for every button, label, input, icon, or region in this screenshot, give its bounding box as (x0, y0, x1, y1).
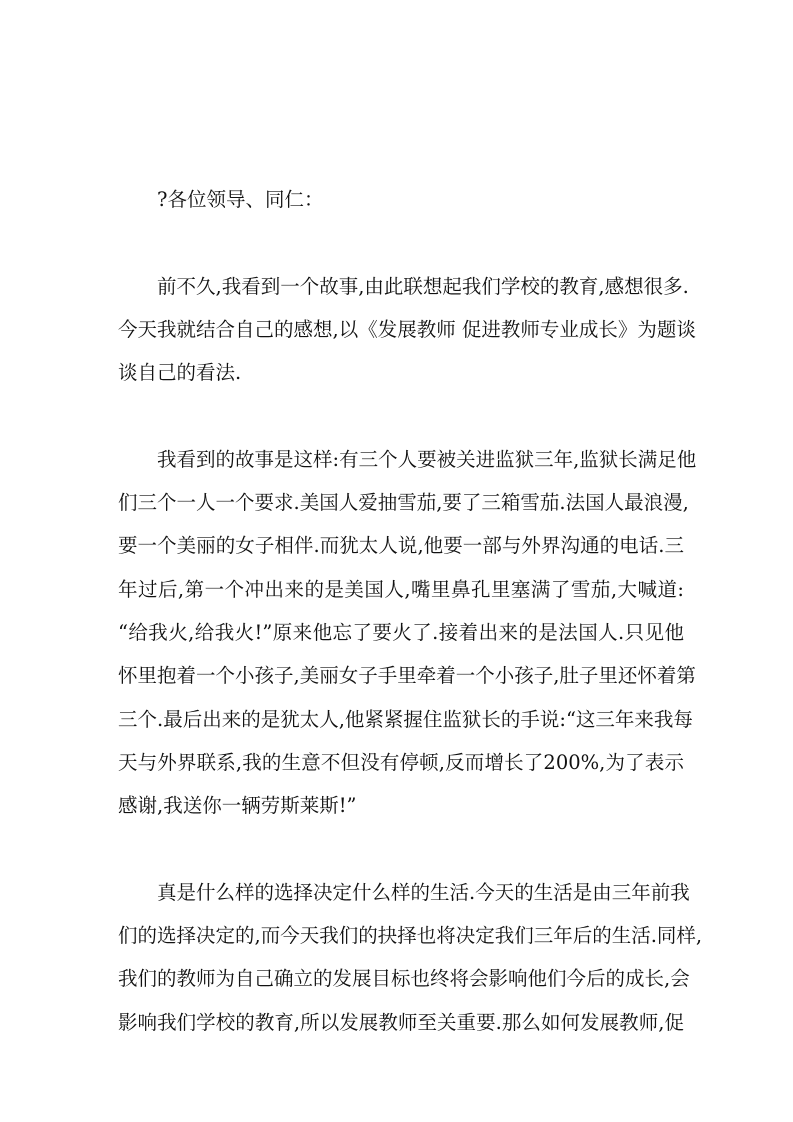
text-line: 感谢,我送你一辆劳斯莱斯!” (118, 794, 357, 818)
greeting: ?各位领导、同仁： (157, 188, 324, 211)
text-line: 谈自己的看法. (118, 361, 242, 385)
text-line: 真是什么样的选择决定什么样的生活.今天的生活是由三年前我 (157, 880, 690, 904)
text-line: 我看到的故事是这样:有三个人要被关进监狱三年,监狱长满足他 (157, 447, 697, 471)
text-line: 我们的教师为自己确立的发展目标也终将会影响他们今后的成长,会 (118, 967, 690, 991)
text-line: 要一个美丽的女子相伴.而犹太人说,他要一部与外界沟通的电话.三 (118, 534, 684, 558)
text-line: 三个.最后出来的是犹太人,他紧紧握住监狱长的手说:“这三年来我每 (118, 707, 693, 731)
paragraph-2 (118, 438, 697, 828)
paragraph-3 (118, 871, 703, 1044)
blank-line (118, 827, 684, 870)
text-line: 前不久,我看到一个故事,由此联想起我们学校的教育,感想很多. (157, 274, 689, 298)
text-line: 今天我就结合自己的感想,以《发展教师 促进教师专业成长》为题谈 (118, 317, 696, 341)
text-line: 年过后,第一个冲出来的是美国人,嘴里鼻孔里塞满了雪茄,大喊道: (118, 577, 684, 601)
text-line: 天与外界联系,我的生意不但没有停顿,反而增长了200%,为了表示 (118, 750, 684, 774)
text-line: 们三个一人一个要求.美国人爱抽雪茄,要了三箱雪茄.法国人最浪漫, (118, 491, 689, 515)
document-page (118, 178, 703, 1044)
blank-line (118, 394, 684, 437)
paragraph-1 (118, 265, 696, 395)
blank-line (118, 221, 684, 264)
text-line: 们的选择决定的,而今天我们的抉择也将决定我们三年后的生活.同样, (118, 924, 703, 948)
text-line: 怀里抱着一个小孩子,美丽女子手里牵着一个小孩子,肚子里还怀着第 (118, 664, 696, 688)
text-line: “给我火,给我火!”原来他忘了要火了.接着出来的是法国人.只见他 (118, 620, 684, 644)
text-line: 影响我们学校的教育,所以发展教师至关重要.那么如何发展教师,促 (118, 1010, 684, 1034)
